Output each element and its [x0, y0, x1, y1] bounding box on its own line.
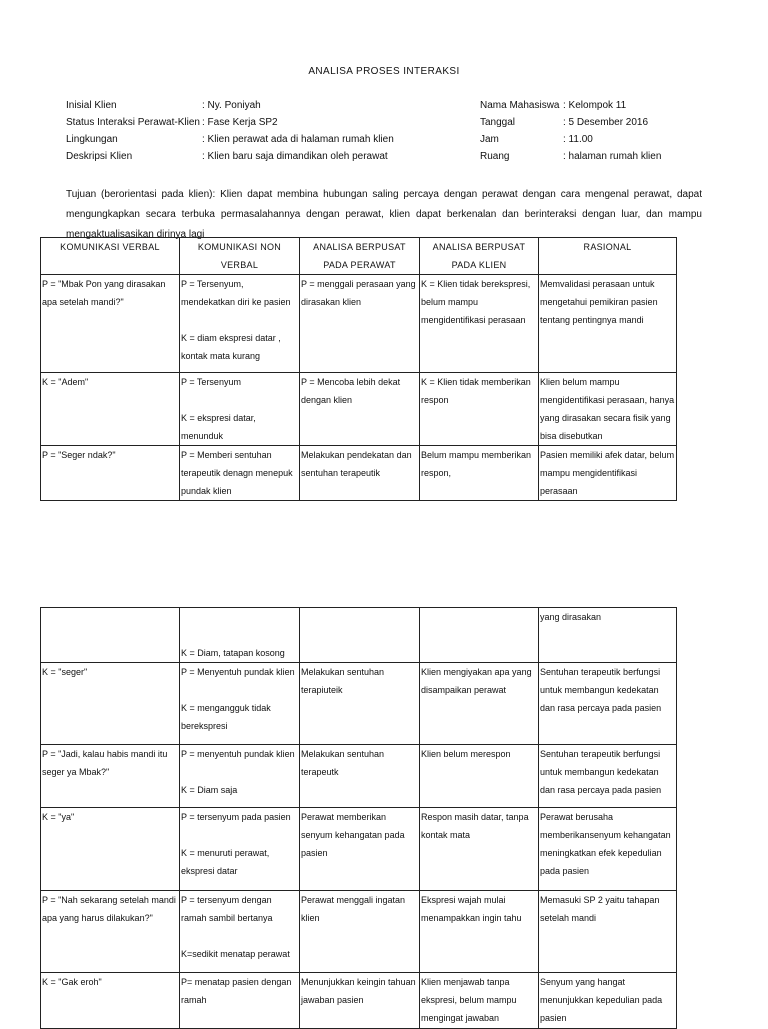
info-value-tanggal: : 5 Desember 2016 — [563, 117, 649, 128]
cell-text: P = "Mbak Pon yang dirasakan apa setelah mandi?" — [42, 279, 166, 307]
goal-paragraph: Tujuan (berorientasi pada klien): Klien dapat membina hubungan saling percaya dengan perawat dengan cara mengenal perawat, dapat mengungkapkan secara terbuka permasalahannya dengan perawat, klien dapat berkenalan dan berinteraksi dengan luar, dan mampu mengaktualisasikan dirinya lagi — [66, 189, 702, 240]
cell-verbal — [41, 808, 180, 891]
cell-analisa-perawat — [300, 608, 420, 663]
cell-analisa-perawat — [300, 973, 420, 1029]
table-row — [41, 808, 677, 891]
info-value-deskripsi-klien: : Klien baru saja dimandikan oleh perawat — [202, 151, 388, 162]
cell-text: Melakukan sentuhan terapiuteik — [301, 667, 385, 695]
cell-verbal — [41, 891, 180, 973]
cell-analisa-perawat — [300, 808, 420, 891]
table-row — [41, 275, 677, 373]
table-row — [41, 973, 677, 1029]
cell-rasional — [539, 608, 677, 663]
table-row — [41, 373, 677, 446]
cell-analisa-klien — [420, 808, 539, 891]
cell-text: Perawat berusaha memberikansenyum kehangatan meningkatkan efek kepedulian pada pasien — [540, 812, 671, 876]
cell-analisa-klien — [420, 373, 539, 446]
cell-text: yang dirasakan — [540, 612, 602, 622]
interaction-table-page-2 — [40, 607, 677, 1029]
cell-analisa-perawat — [300, 275, 420, 373]
table-row — [41, 446, 677, 501]
cell-rasional — [539, 808, 677, 891]
cell-non-verbal — [180, 446, 300, 501]
cell-rasional — [539, 663, 677, 745]
cell-analisa-klien — [420, 663, 539, 745]
table-row — [41, 891, 677, 973]
info-label-status-interaksi: Status Interaksi Perawat-Klien — [66, 117, 200, 128]
cell-text: K = "Adem" — [42, 377, 89, 387]
info-label-inisial-klien: Inisial Klien — [66, 100, 117, 111]
cell-analisa-klien — [420, 891, 539, 973]
cell-text: P = "Seger ndak?" — [42, 450, 116, 460]
cell-analisa-klien — [420, 446, 539, 501]
cell-analisa-perawat — [300, 745, 420, 808]
cell-text: K = "seger" — [42, 667, 88, 677]
cell-analisa-klien — [420, 973, 539, 1029]
cell-text: Melakukan sentuhan terapeutk — [301, 749, 385, 777]
header-komunikasi-verbal: KOMUNIKASI VERBAL — [41, 238, 180, 275]
info-value-nama-mahasiswa: : Kelompok 11 — [563, 100, 627, 111]
cell-non-verbal — [180, 973, 300, 1029]
cell-text: K = Diam, tatapan kosong — [181, 648, 285, 658]
cell-text: Pasien memiliki afek datar, belum mampu mengidentifikasi perasaan — [540, 450, 675, 496]
cell-text: Klien menjawab tanpa ekspresi, belum mampu mengingat jawaban — [421, 977, 517, 1023]
cell-rasional — [539, 973, 677, 1029]
info-label-nama-mahasiswa: Nama Mahasiswa — [480, 100, 560, 111]
cell-verbal — [41, 663, 180, 745]
cell-text: Menunjukkan keingin tahuan jawaban pasien — [301, 977, 416, 1005]
cell-text: Respon masih datar, tanpa kontak mata — [421, 812, 529, 840]
cell-analisa-klien — [420, 275, 539, 373]
info-value-inisial-klien: : Ny. Poniyah — [202, 100, 261, 111]
info-label-deskripsi-klien: Deskripsi Klien — [66, 151, 133, 162]
header-komunikasi-non-verbal: KOMUNIKASI NON VERBAL — [180, 238, 300, 275]
cell-text: P = Tersenyum, mendekatkan diri ke pasien K = diam ekspresi datar , kontak mata kurang — [181, 279, 291, 361]
cell-text: P = "Nah sekarang setelah mandi apa yang harus dilakukan?" — [42, 895, 176, 923]
cell-rasional — [539, 275, 677, 373]
cell-text: P = Mencoba lebih dekat dengan klien — [301, 377, 401, 405]
cell-non-verbal — [180, 808, 300, 891]
table-row — [41, 745, 677, 808]
cell-text: P = Memberi sentuhan terapeutik denagn menepuk pundak klien — [181, 450, 293, 496]
cell-non-verbal — [180, 275, 300, 373]
header-rasional: RASIONAL — [539, 238, 677, 275]
cell-text: K = Klien tidak memberikan respon — [421, 377, 531, 405]
cell-text: K = "Gak eroh" — [42, 977, 102, 987]
cell-verbal — [41, 275, 180, 373]
interaction-table-page-1 — [40, 237, 677, 501]
cell-text: P = menggali perasaan yang dirasakan klien — [301, 279, 416, 307]
header-analisa-perawat: ANALISA BERPUSAT PADA PERAWAT — [300, 238, 420, 275]
cell-non-verbal — [180, 608, 300, 663]
cell-non-verbal — [180, 373, 300, 446]
cell-verbal — [41, 446, 180, 501]
cell-text: Memvalidasi perasaan untuk mengetahui pemikiran pasien tentang pentingnya mandi — [540, 279, 658, 325]
cell-text: Klien belum mampu mengidentifikasi perasaan, hanya yang dirasakan secara fisik yang bisa disebutkan — [540, 377, 675, 441]
cell-text: Senyum yang hangat menunjukkan kepedulian pada pasien — [540, 977, 663, 1023]
cell-non-verbal — [180, 663, 300, 745]
cell-text: P = menyentuh pundak klien K = Diam saja — [181, 749, 295, 795]
cell-text: Perawat memberikan senyum kehangatan pada pasien — [301, 812, 405, 858]
info-label-lingkungan: Lingkungan — [66, 134, 118, 145]
cell-text: Klien belum merespon — [421, 749, 511, 759]
cell-text: P = "Jadi, kalau habis mandi itu seger ya Mbak?" — [42, 749, 168, 777]
cell-text: Memasuki SP 2 yaitu tahapan setelah mandi — [540, 895, 660, 923]
cell-analisa-perawat — [300, 891, 420, 973]
cell-rasional — [539, 446, 677, 501]
cell-analisa-perawat — [300, 446, 420, 501]
cell-text: Ekspresi wajah mulai menampakkan ingin tahu — [421, 895, 522, 923]
cell-text: P = tersenyum pada pasien K = menuruti perawat, ekspresi datar — [181, 812, 291, 876]
info-label-tanggal: Tanggal — [480, 117, 516, 128]
cell-text: P= menatap pasien dengan ramah — [181, 977, 292, 1005]
cell-text: K = "ya" — [42, 812, 75, 822]
cell-text: Belum mampu memberikan respon, — [421, 450, 532, 478]
info-value-status-interaksi: : Fase Kerja SP2 — [202, 117, 278, 128]
cell-text: P = Menyentuh pundak klien K = mengangguk tidak berekspresi — [181, 667, 295, 731]
cell-non-verbal — [180, 745, 300, 808]
cell-analisa-perawat — [300, 663, 420, 745]
cell-non-verbal — [180, 891, 300, 973]
cell-analisa-perawat — [300, 373, 420, 446]
table-row — [41, 663, 677, 745]
info-value-lingkungan: : Klien perawat ada di halaman rumah klien — [202, 134, 394, 145]
cell-text: P = tersenyum dengan ramah sambil bertanya K=sedikit menatap perawat — [181, 895, 290, 959]
cell-verbal — [41, 745, 180, 808]
info-label-ruang: Ruang — [480, 151, 510, 162]
table-row — [41, 608, 677, 663]
header-analisa-klien: ANALISA BERPUSAT PADA KLIEN — [420, 238, 539, 275]
cell-rasional — [539, 891, 677, 973]
cell-verbal — [41, 608, 180, 663]
page-title: ANALISA PROSES INTERAKSI — [308, 66, 460, 77]
cell-text: Melakukan pendekatan dan sentuhan terapeutik — [301, 450, 412, 478]
cell-analisa-klien — [420, 745, 539, 808]
cell-text: Perawat menggali ingatan klien — [301, 895, 406, 923]
cell-rasional — [539, 373, 677, 446]
cell-text: K = Klien tidak berekspresi, belum mampu mengidentifikasi perasaan — [421, 279, 531, 325]
cell-text: Sentuhan terapeutik berfungsi untuk membangun kedekatan dan rasa percaya pada pasien — [540, 667, 662, 713]
info-value-ruang: : halaman rumah klien — [563, 151, 662, 162]
cell-text: Sentuhan terapeutik berfungsi untuk membangun kedekatan dan rasa percaya pada pasien — [540, 749, 662, 795]
info-value-jam: : 11.00 — [563, 134, 593, 145]
cell-analisa-klien — [420, 608, 539, 663]
cell-text: P = Tersenyum K = ekspresi datar, menunduk — [181, 377, 256, 441]
table-header-row — [41, 238, 677, 275]
info-label-jam: Jam — [480, 134, 499, 145]
cell-text: Klien mengiyakan apa yang disampaikan perawat — [421, 667, 532, 695]
cell-verbal — [41, 373, 180, 446]
cell-rasional — [539, 745, 677, 808]
cell-verbal — [41, 973, 180, 1029]
